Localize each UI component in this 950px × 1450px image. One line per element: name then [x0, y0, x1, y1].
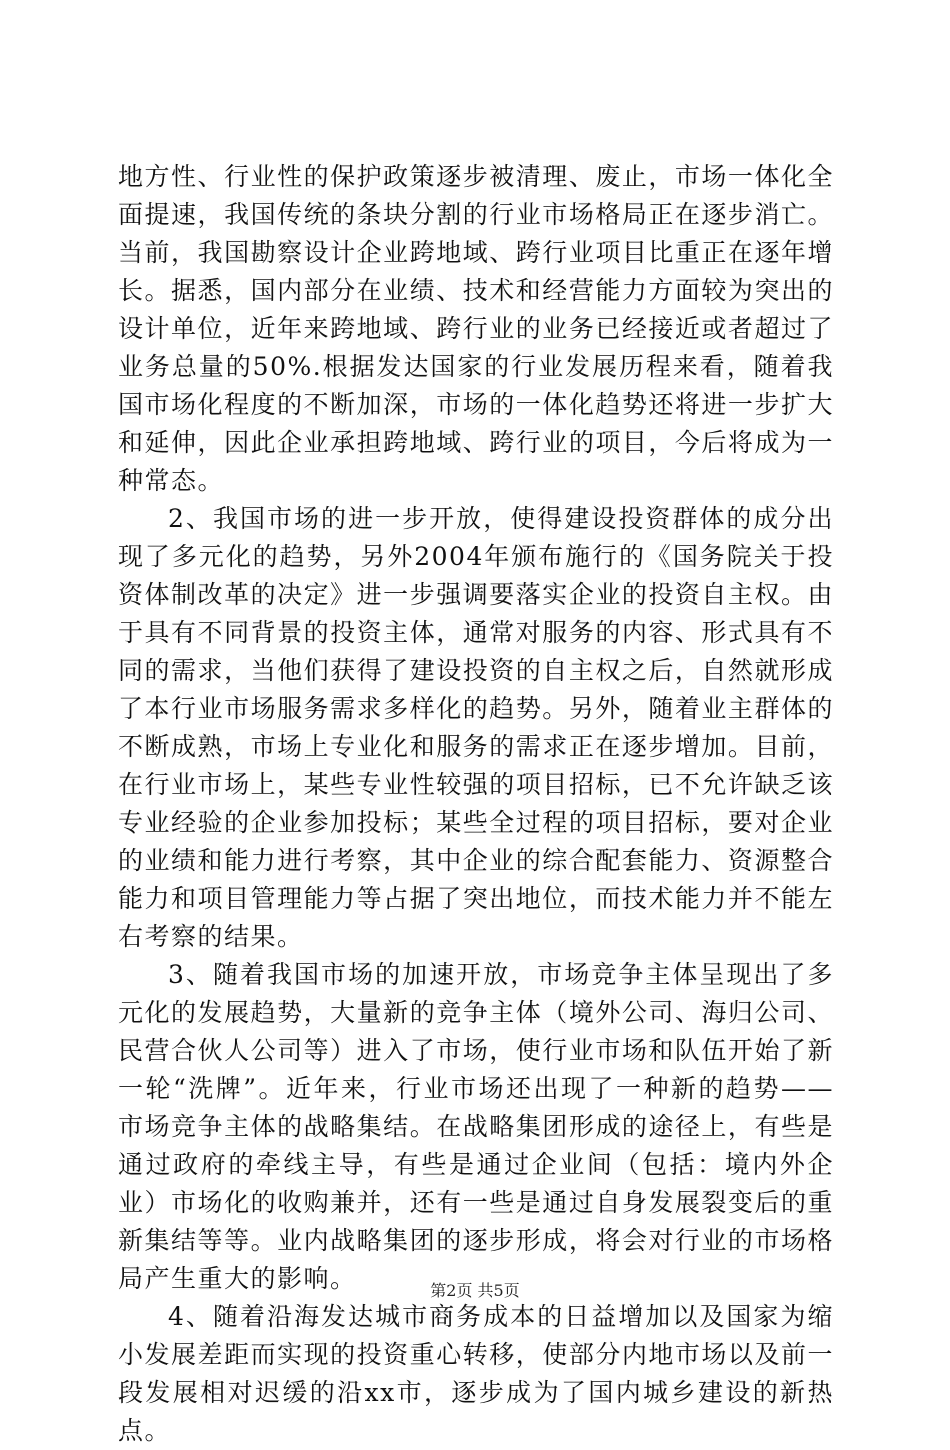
paragraph-continuation: 地方性、行业性的保护政策逐步被清理、废止，市场一体化全面提速，我国传统的条块分割的行业市场格局正在逐步消亡。当前，我国勘察设计企业跨地域、跨行业项目比重正在逐年增长。据悉，国内部分在业绩、技术和经营能力方面较为突出的设计单位，近年来跨地域、跨行业的业务已经接近或者超过了业务总量的50%.根据发达国家的行业发展历程来看，随着我国市场化程度的不断加深，市场的一体化趋势还将进一步扩大和延伸，因此企业承担跨地域、跨行业的项目，今后将成为一种常态。: [118, 162, 834, 495]
body-text: [118, 158, 834, 1450]
page-footer: 第2页 共5页: [430, 1281, 520, 1300]
paragraph-3: 3、随着我国市场的加速开放，市场竞争主体呈现出了多元化的发展趋势，大量新的竞争主体（境外公司、海归公司、民营合伙人公司等）进入了市场，使行业市场和队伍开始了新一轮“洗牌”。近年来，行业市场还出现了一种新的趋势——市场竞争主体的战略集结。在战略集团形成的途径上，有些是通过政府的牵线主导，有些是通过企业间（包括：境内外企业）市场化的收购兼并，还有一些是通过自身发展裂变后的重新集结等等。业内战略集团的逐步形成，将会对行业的市场格局产生重大的影响。: [118, 960, 834, 1293]
paragraph-2: 2、我国市场的进一步开放，使得建设投资群体的成分出现了多元化的趋势，另外2004年颁布施行的《国务院关于投资体制改革的决定》进一步强调要落实企业的投资自主权。由于具有不同背景的投资主体，通常对服务的内容、形式具有不同的需求，当他们获得了建设投资的自主权之后，自然就形成了本行业市场服务需求多样化的趋势。另外，随着业主群体的不断成熟，市场上专业化和服务的需求正在逐步增加。目前，在行业市场上，某些专业性较强的项目招标，已不允许缺乏该专业经验的企业参加投标；某些全过程的项目招标，要对企业的业绩和能力进行考察，其中企业的综合配套能力、资源整合能力和项目管理能力等占据了突出地位，而技术能力并不能左右考察的结果。: [118, 504, 834, 951]
paragraph-4: 4、随着沿海发达城市商务成本的日益增加以及国家为缩小发展差距而实现的投资重心转移，使部分内地市场以及前一段发展相对迟缓的沿xx市，逐步成为了国内城乡建设的新热点。: [118, 1302, 834, 1445]
